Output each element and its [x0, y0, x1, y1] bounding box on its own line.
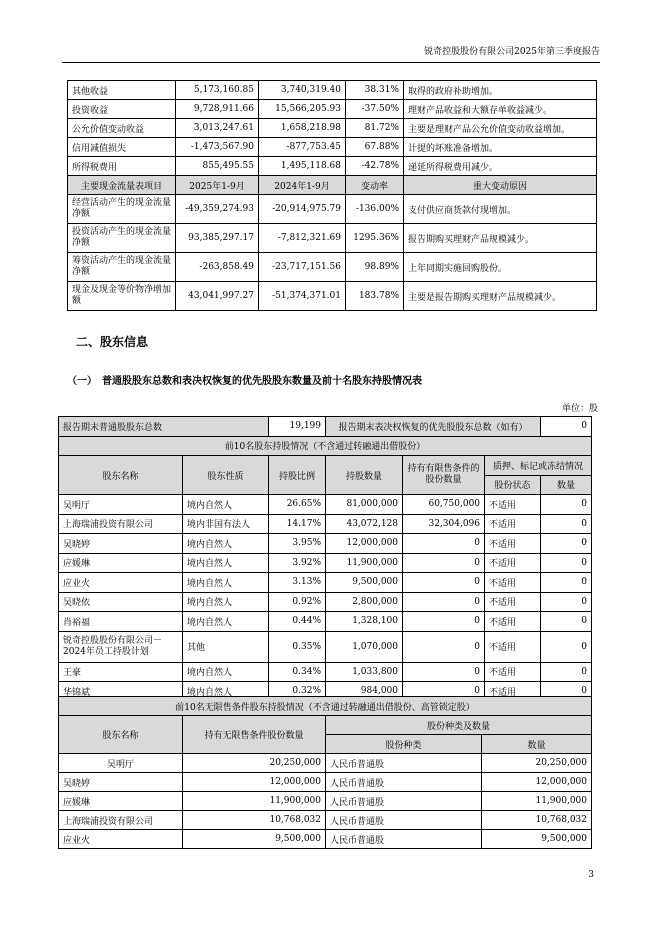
shareholder-restricted: 0 [403, 662, 485, 682]
shareholder-ratio: 0.92% [269, 592, 326, 612]
shareholder-row [59, 631, 592, 662]
unrestricted-name: 吴明厅 [59, 754, 183, 773]
shareholder-ratio: 0.44% [269, 612, 326, 632]
unrestricted-amount: 10,768,032 [482, 811, 592, 830]
profit-row [68, 81, 597, 100]
shareholder-row [59, 534, 592, 554]
shareholder-status: 不适用 [485, 495, 541, 515]
shareholder-name: 吴晓依 [59, 592, 183, 612]
top10-title: 前10名股东持股情况（不含通过转融通出借股份） [59, 436, 592, 456]
shareholder-name: 吴晓婷 [59, 534, 183, 554]
shareholder-restricted: 0 [403, 534, 485, 554]
profit-row [68, 157, 597, 176]
shareholder-nature: 境内自然人 [183, 592, 269, 612]
col-pledge: 质押、标记或冻结情况 [485, 456, 592, 476]
row-prior: -20,914,975.79 [259, 195, 346, 224]
shareholder-ratio: 0.35% [269, 631, 326, 662]
shareholder-row [59, 573, 592, 593]
col-pledge-qty: 数量 [541, 475, 592, 495]
shareholder-nature: 境内自然人 [183, 662, 269, 682]
shareholder-restricted: 0 [403, 612, 485, 632]
row-item: 筹资活动产生的现金流量净额 [68, 253, 176, 282]
shareholder-pledge-qty: 0 [541, 682, 592, 702]
shareholder-qty: 1,033,800 [326, 662, 403, 682]
unrestricted-class: 人民币普通股 [326, 792, 482, 811]
common-holders-label: 报告期末普通股股东总数 [59, 417, 269, 437]
unrestricted-shareholders-table [58, 696, 592, 849]
col-u-qty: 持有无限售条件股份数量 [183, 716, 326, 754]
cashflow-row [68, 224, 597, 253]
unrestricted-name: 应媛琳 [59, 792, 183, 811]
shareholder-ratio: 14.17% [269, 514, 326, 534]
shareholder-pledge-qty: 0 [541, 514, 592, 534]
col-restricted: 持有有限售条件的股份数量 [403, 456, 485, 495]
unrestricted-qty: 12,000,000 [183, 773, 326, 792]
top10-title-row [59, 436, 592, 456]
shareholder-row [59, 553, 592, 573]
shareholder-nature: 境内自然人 [183, 573, 269, 593]
financial-changes-table [67, 80, 597, 311]
preferred-holders-value: 0 [541, 417, 592, 437]
shareholder-ratio: 3.13% [269, 573, 326, 593]
col-u-amount: 数量 [482, 735, 592, 754]
unrestricted-row [59, 830, 592, 849]
row-current: 9,728,911.66 [176, 100, 259, 119]
cashflow-row [68, 282, 597, 311]
unrestricted-qty: 9,500,000 [183, 830, 326, 849]
shareholder-row [59, 514, 592, 534]
row-prior: 1,658,218.98 [259, 119, 346, 138]
shareholder-qty: 12,000,000 [326, 534, 403, 554]
shareholder-status: 不适用 [485, 573, 541, 593]
shareholder-pledge-qty: 0 [541, 612, 592, 632]
header-prior: 2024年1-9月 [259, 176, 346, 195]
shareholder-restricted: 32,304,096 [403, 514, 485, 534]
cashflow-row [68, 253, 597, 282]
unrestricted-title-row [59, 697, 592, 716]
row-change: 98.89% [346, 253, 404, 282]
shareholder-qty: 1,328,100 [326, 612, 403, 632]
shareholder-pledge-qty: 0 [541, 495, 592, 515]
shareholder-qty: 1,070,000 [326, 631, 403, 662]
col-u-name: 股东名称 [59, 716, 183, 754]
row-item: 投资收益 [68, 100, 176, 119]
row-reason: 支付供应商货款付现增加。 [404, 195, 597, 224]
row-reason: 计提的坏账准备增加。 [404, 138, 597, 157]
col-name: 股东名称 [59, 456, 183, 495]
unrestricted-row [59, 773, 592, 792]
shareholder-nature: 境内非国有法人 [183, 514, 269, 534]
shareholder-qty: 81,000,000 [326, 495, 403, 515]
row-item: 公允价值变动收益 [68, 119, 176, 138]
page-header: 锐奇控股股份有限公司2025年第三季度报告 [62, 44, 600, 63]
unrestricted-header-row-1 [59, 716, 592, 735]
shareholder-row [59, 592, 592, 612]
shareholder-row [59, 612, 592, 632]
shareholder-status: 不适用 [485, 592, 541, 612]
shareholder-name: 应媛琳 [59, 553, 183, 573]
row-prior: 15,566,205.93 [259, 100, 346, 119]
shareholder-name: 肖裕福 [59, 612, 183, 632]
col-u-class: 股份种类 [326, 735, 482, 754]
shareholder-status: 不适用 [485, 631, 541, 662]
profit-row [68, 100, 597, 119]
row-change: -42.78% [346, 157, 404, 176]
shareholder-qty: 984,000 [326, 682, 403, 702]
row-change: 81.72% [346, 119, 404, 138]
row-reason: 理财产品收益和大额存单收益减少。 [404, 100, 597, 119]
unrestricted-title: 前10名无限售条件股东持股情况（不含通过转融通出借股份、高管锁定股） [59, 697, 592, 716]
unrestricted-class: 人民币普通股 [326, 773, 482, 792]
row-item: 现金及现金等价物净增加额 [68, 282, 176, 311]
shareholder-pledge-qty: 0 [541, 553, 592, 573]
shareholder-name: 王豪 [59, 662, 183, 682]
shareholder-ratio: 26.65% [269, 495, 326, 515]
row-reason: 主要是报告期购买理财产品规模减少。 [404, 282, 597, 311]
shareholder-restricted: 0 [403, 682, 485, 702]
shareholder-restricted: 0 [403, 592, 485, 612]
header-item: 主要现金流量表项目 [68, 176, 176, 195]
unrestricted-row [59, 792, 592, 811]
row-item: 信用减值损失 [68, 138, 176, 157]
top10-header-row-1 [59, 456, 592, 476]
header-current: 2025年1-9月 [176, 176, 259, 195]
unit-label: 单位：股 [561, 404, 598, 414]
shareholder-status: 不适用 [485, 534, 541, 554]
unrestricted-qty: 20,250,000 [183, 754, 326, 773]
shareholder-restricted: 60,750,000 [403, 495, 485, 515]
row-reason: 递延所得税费用减少。 [404, 157, 597, 176]
shareholder-row [59, 662, 592, 682]
profit-row [68, 119, 597, 138]
row-change: 183.78% [346, 282, 404, 311]
row-current: 5,173,160.85 [176, 81, 259, 100]
row-prior: 3,740,319.40 [259, 81, 346, 100]
shareholder-nature: 其他 [183, 631, 269, 662]
shareholder-restricted: 0 [403, 553, 485, 573]
page-number: 3 [588, 870, 594, 880]
col-status: 股份状态 [485, 475, 541, 495]
col-ratio: 持股比例 [269, 456, 326, 495]
shareholder-status: 不适用 [485, 682, 541, 702]
shareholder-name: 应业火 [59, 573, 183, 593]
row-prior: 1,495,118.68 [259, 157, 346, 176]
shareholder-qty: 2,800,000 [326, 592, 403, 612]
row-change: 1295.36% [346, 224, 404, 253]
row-item: 经营活动产生的现金流量净额 [68, 195, 176, 224]
top10-shareholders-table [58, 416, 592, 702]
shareholder-pledge-qty: 0 [541, 592, 592, 612]
row-reason: 主要是理财产品公允价值变动收益增加。 [404, 119, 597, 138]
shareholder-row [59, 495, 592, 515]
shareholder-status: 不适用 [485, 612, 541, 632]
shareholder-nature: 境内自然人 [183, 534, 269, 554]
row-reason: 取得的政府补助增加。 [404, 81, 597, 100]
header-reason: 重大变动原因 [404, 176, 597, 195]
unrestricted-amount: 20,250,000 [482, 754, 592, 773]
unrestricted-name: 上海瑞浦投资有限公司 [59, 811, 183, 830]
shareholder-name: 锐奇控股股份有限公司－2024年员工持股计划 [59, 631, 183, 662]
header-change: 变动率 [346, 176, 404, 195]
unrestricted-name: 应业火 [59, 830, 183, 849]
row-current: 93,385,297.17 [176, 224, 259, 253]
row-current: 43,041,997.27 [176, 282, 259, 311]
col-nature: 股东性质 [183, 456, 269, 495]
row-change: -37.50% [346, 100, 404, 119]
shareholder-status: 不适用 [485, 553, 541, 573]
profit-row [68, 138, 597, 157]
shareholder-status: 不适用 [485, 514, 541, 534]
row-change: -136.00% [346, 195, 404, 224]
shareholder-pledge-qty: 0 [541, 573, 592, 593]
shareholder-qty: 43,072,128 [326, 514, 403, 534]
shareholder-pledge-qty: 0 [541, 662, 592, 682]
shareholder-pledge-qty: 0 [541, 534, 592, 554]
cashflow-row [68, 195, 597, 224]
cashflow-header-row [68, 176, 597, 195]
unrestricted-amount: 12,000,000 [482, 773, 592, 792]
shareholder-qty: 9,500,000 [326, 573, 403, 593]
row-current: -1,473,567.90 [176, 138, 259, 157]
row-prior: -23,717,151.56 [259, 253, 346, 282]
unrestricted-qty: 10,768,032 [183, 811, 326, 830]
row-item: 所得税费用 [68, 157, 176, 176]
shareholder-name: 华锦斌 [59, 682, 183, 702]
row-change: 38.31% [346, 81, 404, 100]
shareholder-nature: 境内自然人 [183, 495, 269, 515]
unrestricted-amount: 11,900,000 [482, 792, 592, 811]
sub-title: （一） 普通股股东总数和表决权恢复的优先股股东数量及前十名股东持股情况表 [67, 376, 422, 387]
row-current: -49,359,274.93 [176, 195, 259, 224]
unrestricted-class: 人民币普通股 [326, 754, 482, 773]
shareholder-ratio: 0.34% [269, 662, 326, 682]
shareholder-name: 上海瑞浦投资有限公司 [59, 514, 183, 534]
row-current: -263,858.49 [176, 253, 259, 282]
shareholder-pledge-qty: 0 [541, 631, 592, 662]
summary-row [59, 417, 592, 437]
unrestricted-name: 吴晓婷 [59, 773, 183, 792]
row-prior: -7,812,321.69 [259, 224, 346, 253]
row-prior: -51,374,371.01 [259, 282, 346, 311]
row-reason: 报告期购买理财产品规模减少。 [404, 224, 597, 253]
shareholder-restricted: 0 [403, 631, 485, 662]
shareholder-ratio: 0.32% [269, 682, 326, 702]
unrestricted-row [59, 754, 592, 773]
unrestricted-qty: 11,900,000 [183, 792, 326, 811]
row-prior: -877,753.45 [259, 138, 346, 157]
shareholder-nature: 境内自然人 [183, 553, 269, 573]
col-qty: 持股数量 [326, 456, 403, 495]
row-item: 其他收益 [68, 81, 176, 100]
unrestricted-class: 人民币普通股 [326, 830, 482, 849]
row-change: 67.88% [346, 138, 404, 157]
shareholder-ratio: 3.92% [269, 553, 326, 573]
unrestricted-class: 人民币普通股 [326, 811, 482, 830]
shareholder-nature: 境内自然人 [183, 682, 269, 702]
shareholder-nature: 境内自然人 [183, 612, 269, 632]
row-current: 855,495.55 [176, 157, 259, 176]
preferred-holders-label: 报告期末表决权恢复的优先股股东总数（如有） [326, 417, 541, 437]
shareholder-status: 不适用 [485, 662, 541, 682]
common-holders-value: 19,199 [269, 417, 326, 437]
shareholder-name: 吴明厅 [59, 495, 183, 515]
row-reason: 上年同期实施回购股份。 [404, 253, 597, 282]
shareholder-restricted: 0 [403, 573, 485, 593]
col-u-class-group: 股份种类及数量 [326, 716, 592, 735]
row-item: 投资活动产生的现金流量净额 [68, 224, 176, 253]
unrestricted-row [59, 811, 592, 830]
shareholder-qty: 11,900,000 [326, 553, 403, 573]
section-title: 二、股东信息 [76, 335, 149, 349]
row-current: 3,013,247.61 [176, 119, 259, 138]
shareholder-ratio: 3.95% [269, 534, 326, 554]
unrestricted-amount: 9,500,000 [482, 830, 592, 849]
